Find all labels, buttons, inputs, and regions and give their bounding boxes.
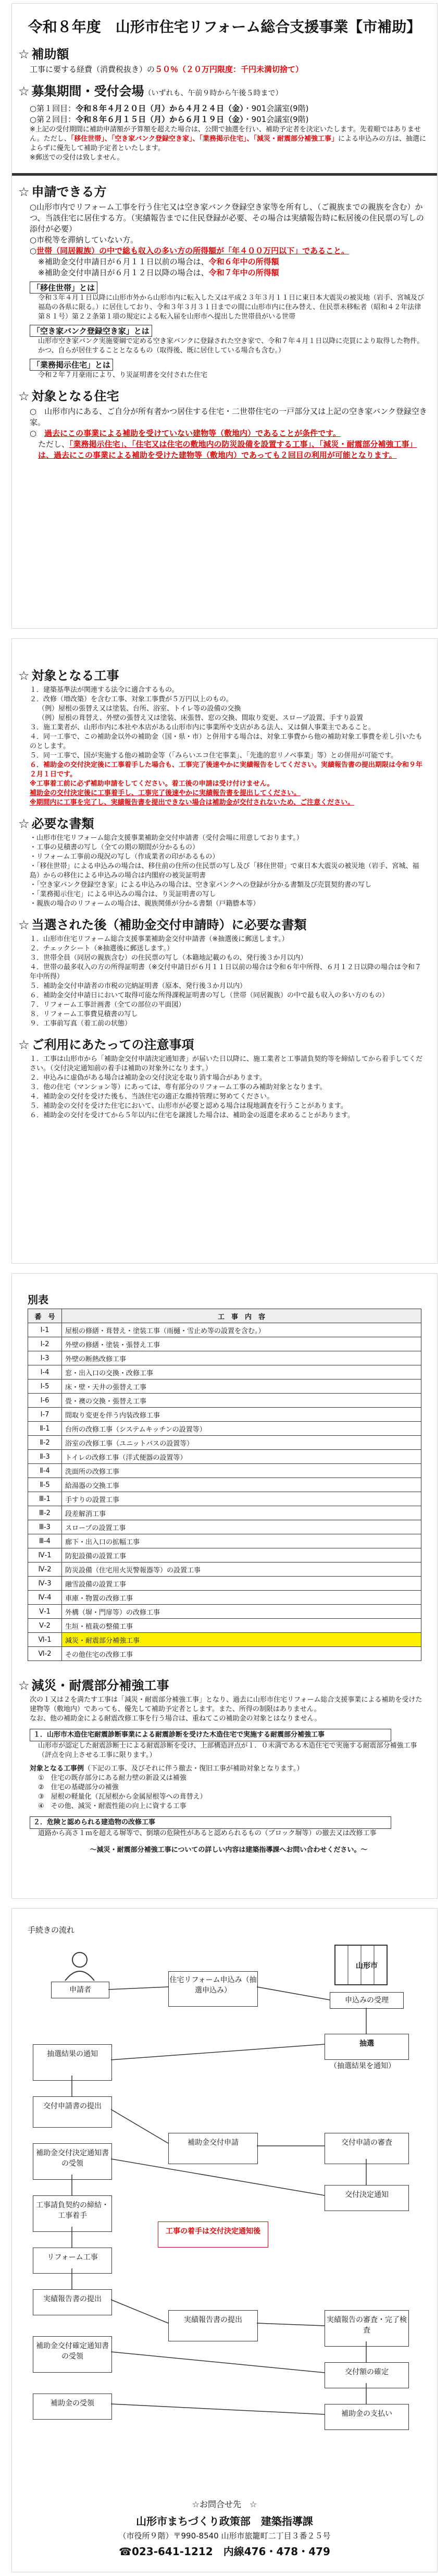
table-row (28, 1647, 421, 1661)
row-number: Ⅰ-3 (28, 1351, 62, 1365)
row-number: Ⅲ-1 (28, 1492, 62, 1506)
row-number: Ⅵ-2 (28, 1647, 62, 1661)
after-item: ４．世帯の最多収入の方の所得証明書（※交付申請日が６月１１日以前の場合は令和６年中所得、６月１２日以降の場合は令和７年中所得） (30, 963, 421, 981)
page-3 (11, 1273, 438, 1899)
row-number: Ⅵ-1 (28, 1633, 62, 1647)
target-work-item: ２．改修（増改築）を含む工事、対象工事費が５万円以上のもの。 (30, 695, 233, 703)
notes-item: ３．他の住宅（マンション等）にあっては、専有部分のリフォーム工事のみ補助対象となります。 (30, 1083, 327, 1091)
row-number: Ⅰ-5 (28, 1379, 62, 1394)
table-row (28, 1591, 421, 1605)
contact-head: ☆お問合せ先 ☆ (192, 2499, 257, 2509)
table-row (28, 1379, 421, 1394)
flow-left-step: 抽選結果の通知 (33, 2044, 112, 2081)
row-content: スロープの設置工事 (62, 1520, 421, 1534)
round1: ○第１回目：令和８年４月２０日（月）から４月２４日（金）・901会議室(9階) (30, 104, 309, 113)
after-item: ３．世帯全員（同居の親族含む）の住民票の写し（本籍地記載のもの、発行後３か月以内） (30, 954, 307, 962)
row-number: Ⅱ-4 (28, 1464, 62, 1478)
apply-heading: ☆ 申請できる方 (18, 185, 107, 199)
table-row (28, 1450, 421, 1464)
flow-title: 手続きの流れ (28, 1925, 75, 1935)
row-number: Ⅰ-2 (28, 1337, 62, 1351)
target-work-item: ３．施工業者が、山形市内に本社や本店がある山形市内に事業所や支店がある法人、又は個人事業主であること。 (30, 724, 376, 731)
after-heading: ☆ 当選された後（補助金交付申請時）に必要な書類 (18, 918, 307, 932)
target-work-item: １．建築基準法が関連する法令に適合するもの。 (30, 686, 179, 694)
apply-line4: ※補助金交付申請日が６月１１日以前の場合は、令和６年中の所得額 (38, 257, 279, 266)
target-work-item: （例）屋根の張替え又は塗装、台所、浴室、トイレ等の設備の交換 (38, 705, 241, 713)
sub-heading-disaster: 「業務掲示住宅」とは (30, 359, 113, 371)
notes-heading: ☆ ご利用にあたっての注意事項 (18, 1037, 194, 1052)
table-row (28, 1323, 421, 1337)
sub-text-migrant: 令和３年４月１日以降に山形市外から山形市内に転入した又は平成２３年３月１１日に東日本大震災の被災地（岩手、宮城及び福島の各県に限る。）に居住しており、令和３年３月３１日までの間に山形市内に住み替え、住民票未移転者（昭和４２年法律第８１号）第２２条第１項の規定による転入届を山形市へ提出した世帯員がいる世帯 (38, 294, 425, 321)
flow-right-step: 交付額の確定 (325, 2362, 409, 2388)
target-work-item: ５．同一工事で、国が実施する他の補助金等（「みらいエコ住宅事業」、「先進的窓リノベ事業」等）との併用が可能です。 (30, 752, 398, 760)
table-row (28, 1464, 421, 1478)
table-row (28, 1577, 421, 1591)
docs-item: ・「空き家バンク登録空き家」による申込みの場合は、空き家バンクへの登録が分かる書類及び売買契約書の写し (30, 881, 371, 889)
subsidy-heading: ☆ 補助額 (18, 47, 69, 62)
period-note-mail: ※郵送での受付は致しません。 (30, 154, 124, 162)
contact-block (64, 2498, 385, 2558)
star-icon: ☆ (18, 918, 30, 932)
docs-heading: ☆ 必要な書類 (18, 816, 94, 831)
applicant-box: 申請者 (51, 1982, 109, 1998)
star-icon: ☆ (18, 1678, 30, 1693)
contact-tel: ☎023-641-1212 内線476・478・479 (119, 2545, 330, 2558)
star-icon: ☆ (18, 84, 30, 99)
table-row (28, 1351, 421, 1365)
row-content: 間取り変更を伴う内装改修工事 (62, 1408, 421, 1422)
bousai-example: ② 住宅の基礎部分の補強 (38, 1784, 119, 1791)
contact-addr: （市役所９階）〒990-8540 山形市旅籠町二丁目３番２５号 (118, 2531, 331, 2541)
row-content: 減災・耐震部分補強工事 (62, 1633, 421, 1647)
target-house-line3: ただし、「業務掲示住宅」、「住宅又は住宅の敷地内の防災設備を設置する工事」、「減災・耐震部分補強工事」は、過去にこの事業による補助を受けた建物等（敷地内）であっても２回目の利用が可能となります。 (38, 439, 417, 460)
row-content: 屋根の修繕・葺替え・塗装工事（雨樋・雪止め等の設置を含む。） (62, 1323, 421, 1337)
after-item: ８．リフォーム工事費見積書の写し (30, 1010, 138, 1018)
target-work-item: ４．同一工事で、この補助金以外の補助金（国・県・市）と併用する場合は、対象工事費から他の補助対象工事費を差し引いたものとします。 (30, 733, 422, 750)
target-work-red1: 補助金の交付決定後に工事着手し、工事完了後速やかに実績報告書を提出してください。 (30, 789, 301, 797)
flow-arrows (12, 1909, 437, 2482)
apply-line2: ○市税等を滞納していない方。 (30, 235, 139, 245)
warning-box: 工事の着手は交付決定通知後 (158, 2221, 268, 2248)
notes-item: ５．補助金の交付を受けた住宅において、山形市が必要と認める場合は現地調査を行うことがあります。 (30, 1102, 347, 1110)
docs-item: ・リフォーム工事前の現況の写し（作成業者の印があるもの） (30, 853, 219, 861)
row-content: 給湯器の交換工事 (62, 1478, 421, 1492)
row-number: Ⅳ-2 (28, 1562, 62, 1577)
target-work-item: ※工事着工前に必ず補助申請をしてください。着工後の申請は受け付けません。 (30, 780, 274, 788)
docs-item: ・親族の場合のリフォームの場合は、親族関係が分かる書類（戸籍謄本等） (30, 900, 260, 908)
bousai-intro: 次の１又は２を満たす工事は「減災・耐震部分補強工事」となり、過去に山形市住宅リフォーム総合支援事業による補助を受けた建物等（敷地内）であっても、優先して補助予定者とします。また、所得の制限はありません。 (30, 1696, 422, 1713)
row-number: Ⅰ-4 (28, 1365, 62, 1379)
page-2 (11, 638, 438, 1264)
docs-item: ・「移住世帯」による申込みの場合は、移住前の住所の住民票の写し及び「移住世帯」で東日本大震災の被災地（岩手、宮城、福島）からの移住による申込みの場合は内閣府の被災証明書 (30, 862, 419, 880)
lottery-box: 抽選 (325, 2034, 409, 2060)
star-icon: ☆ (18, 668, 30, 683)
work-table (28, 1309, 421, 1661)
star-icon: ☆ (18, 816, 30, 831)
after-item: １．山形市住宅リフォーム総合支援事業補助金交付申請書（※抽選後に郵送します。） (30, 935, 289, 943)
flow-right-step: 交付決定通知 (325, 2185, 409, 2211)
row-number: Ⅰ-1 (28, 1323, 62, 1337)
table-row (28, 1422, 421, 1436)
flow-left-step: 工事請負契約の締結・工事着手 (33, 2195, 112, 2232)
divider (12, 173, 437, 176)
notes-item: ４．補助金の交付を受けた後も、当該住宅の適正な維持管理に努めてください。 (30, 1093, 274, 1101)
period-heading: ☆ 募集期間・受付会場（いずれも、午前９時から午後５時まで） (18, 84, 283, 99)
table-row (28, 1534, 421, 1548)
target-house-line1: ○ 山形市内にある、ご自分が所有者かつ居住する住宅・二世帯住宅の一戸部分又は上記の空き家バンク登録空き家。 (30, 407, 427, 427)
table-row (28, 1436, 421, 1450)
row-number: Ⅱ-1 (28, 1422, 62, 1436)
bousai-sub-head: 対象となる工事例（下記の工事、及びそれに伴う撤去・復旧工事が補助対象となります。） (30, 1765, 304, 1773)
table-row (28, 1605, 421, 1619)
row-content: 車庫・物置の改修工事 (62, 1591, 421, 1605)
bousai-heading: ☆ 減災・耐震部分補強工事 (18, 1678, 169, 1693)
row-content: 手すりの設置工事 (62, 1492, 421, 1506)
flow-right-step: 補助金の支払い (325, 2404, 409, 2430)
row-number: Ⅴ-1 (28, 1605, 62, 1619)
target-house-line2: ○ 過去にこの事業による補助を受けていない建物等（敷地内）であることが条件です。 (30, 429, 341, 438)
bousai-note: なお、他の補助金による耐震改修工事を行う場合は、重ねてこの補助金の対象とはなりません。 (30, 1715, 321, 1723)
docs-item: ・工事の見積書の写し（全ての期の期間が分かるもの） (30, 844, 200, 851)
table-row (28, 1394, 421, 1408)
after-item: ７．リフォーム工事計画書（全ての部位の平面図） (30, 1001, 185, 1009)
bousai-example: ③ 屋根の軽量化（瓦屋根から金属屋根等への葺替え） (38, 1793, 207, 1801)
receipt-box: 申込みの受理 (330, 1992, 404, 2009)
table-row (28, 1619, 421, 1633)
after-item: ５．補助金交付申請者の市税の完納証明書（原本、発行後３か月以内） (30, 982, 247, 990)
star-icon: ☆ (18, 1037, 30, 1052)
after-item: ９．工事前写真（着工前の状態） (30, 1020, 132, 1028)
row-content: 外壁の修繕・塗装・張替え工事 (62, 1337, 421, 1351)
flow-center-step: 実績報告書の提出 (168, 2310, 258, 2341)
row-content: 防災設備（住宅用火災警報器等）の設置工事 (62, 1562, 421, 1577)
target-work-heading: ☆ 対象となる工事 (18, 668, 119, 683)
flow-left-step: 補助金交付確定通知書の受領 (33, 2336, 112, 2373)
docs-item: ・「業務掲示住宅」による申込みの場合は、り災証明書の写し (30, 890, 216, 898)
page-4 (11, 1908, 438, 2572)
sub-text-akiya: 山形市空き家バンク実施要綱で定める空き家バンクに登録された空き家で、令和７年４月１日以降に売買により取得した物件。かつ、自らが居住することとなるもの（取得後、既に居住している場合も含む。） (38, 337, 424, 355)
row-content: 洗面所の改修工事 (62, 1464, 421, 1478)
table-row (28, 1506, 421, 1520)
row-number: Ⅰ-7 (28, 1408, 62, 1422)
table-header-row (28, 1309, 421, 1323)
row-content: その他住宅の改修工事 (62, 1647, 421, 1661)
row-number: Ⅳ-1 (28, 1548, 62, 1562)
flow-left-step: 交付申請書の提出 (33, 2096, 112, 2128)
table-row (28, 1365, 421, 1379)
subsidy-text: 工事に要する経費（消費税抜き）の５０％（２０万円限度：千円未満切捨て） (30, 65, 304, 74)
row-content: 外壁の断熱改修工事 (62, 1351, 421, 1365)
table-row (28, 1478, 421, 1492)
period-note: ※上記の受付期間に補助申請額が予算額を超えた場合は、公開で抽選を行い、補助予定者を決定いたします。先着順ではありません。ただし、「移住世帯」、「空き家バンク登録空き家」、「業務掲示住宅」、「減災・耐震部分補強工事」による申込みの方は、抽選によらずに優先して補助予定者といたします。 (30, 126, 427, 152)
notes-item: ６．補助金の交付を受けてから５年以内に住宅を譲渡した場合は、補助金の返還を求めることがあります。 (30, 1112, 354, 1119)
city-label: 山形市 (356, 1962, 378, 1970)
table-row (28, 1633, 421, 1647)
flow-center-step: 住宅リフォーム申込み（抽選申込み） (168, 1971, 258, 2007)
apply-line3: ○世帯（同居親族）の中で総も収入の多い方の所得額が「年４００万円以下」であること。 (30, 246, 350, 255)
row-content: 生垣・植栽の整備工事 (62, 1619, 421, 1633)
bousai-box1-text: 山形市が認定した耐震診断士による耐震診断を受け、上部構造評点が１．０未満である木造住宅で実施する耐震部分補強工事（評点を向上させる工事に限ります。） (38, 1742, 417, 1759)
table-row (28, 1548, 421, 1562)
flow-left-step: リフォーム工事 (33, 2248, 112, 2274)
page-title: 令和８年度 山形市住宅リフォーム総合支援事業【市補助】 (28, 18, 421, 35)
row-number: Ⅲ-2 (28, 1506, 62, 1520)
flow-right-step: 実績報告の審査・完了検査 (325, 2310, 409, 2347)
target-house-heading: ☆ 対象となる住宅 (18, 389, 119, 404)
star-icon: ☆ (18, 47, 30, 62)
sub-heading-migrant: 「移住世帯」とは (30, 282, 97, 294)
table-row (28, 1337, 421, 1351)
apply-line1: ○山形市内でリフォーム工事を行う住宅又は空き家バンク登録空き家等を所有し、（ご親族までの親族を含む）かつ、当該住宅に居住する方。（実績報告までに住民登録が必要、その場合は実績報告時に転居後の住民票の写しの添付が必要） (30, 202, 424, 234)
row-content: 床・壁・天井の張替え工事 (62, 1379, 421, 1394)
bousai-example: ① 住宅の既存部分にある耐力壁の新設又は補強 (38, 1774, 186, 1782)
row-number: Ⅲ-3 (28, 1520, 62, 1534)
row-content: トイレの改修工事（洋式便器の設置等） (62, 1450, 421, 1464)
contact-dept: 山形市まちづくり政策部 建築指導課 (136, 2515, 313, 2528)
row-content: 防犯設備の設置工事 (62, 1548, 421, 1562)
star-icon: ☆ (18, 185, 30, 199)
row-content: 廊下・出入口の拡幅工事 (62, 1534, 421, 1548)
table-title: 別表 (28, 1293, 48, 1306)
after-item: ２．チェックシート（※抽選後に郵送します。） (30, 945, 173, 953)
bousai-box1: １．山形市木造住宅耐震診断事業による耐震診断を受けた木造住宅で実施する耐震部分補強工事 (30, 1729, 391, 1741)
bousai-footer: ～減災・耐震部分補強工事についての詳しい内容は建築指導課へお問い合わせください。～ (90, 1846, 368, 1854)
row-content: 融雪設備の設置工事 (62, 1577, 421, 1591)
flow-center-step: 補助金交付申請 (168, 2133, 258, 2164)
bousai-box2-text: 道路から高さ１ｍを超える塀等で、倒壊の危険性があると認められるもの（ブロック塀等）の撤去又は改修工事 (38, 1829, 377, 1837)
apply-line5: ※補助金交付申請日が６月１２日以降の場合は、令和７年中の所得額 (38, 268, 279, 277)
sub-text-disaster: 令和２年７月豪雨により、り災証明書を交付された住宅 (38, 371, 208, 379)
row-number: Ⅴ-2 (28, 1619, 62, 1633)
row-number: Ⅱ-5 (28, 1478, 62, 1492)
flow-left-step: 補助金交付決定通知書の受領 (33, 2143, 112, 2180)
row-content: 外構（塀・門扉等）の改修工事 (62, 1605, 421, 1619)
table-row (28, 1408, 421, 1422)
round2: ○第２回目：令和８年６月１５日（月）から６月１９日（金）・901会議室(9階) (30, 115, 309, 124)
row-number: Ⅳ-4 (28, 1591, 62, 1605)
bousai-box2: ２．危険と認められる建造物の改修工事 (30, 1816, 391, 1829)
table-row (28, 1562, 421, 1577)
lottery-note: （抽選結果を通知） (330, 2062, 395, 2070)
row-number: Ⅰ-6 (28, 1394, 62, 1408)
target-work-item: ６．補助金の交付決定後に工事着手した場合も、工事完了後速やかに実績報告をしてください。実績報告書の提出期限は令和９年２月１日です。 (30, 761, 423, 778)
row-content: 浴室の改修工事（ユニットバスの設置等） (62, 1436, 421, 1450)
notes-item: １．工事は山形市から「補助金交付申請決定通知書」が届いた日以降に、施工業者と工事請負契約等を締結してから着手してください。（交付決定通知前の着手は補助の対象外になります。） (30, 1055, 423, 1072)
table-row (28, 1492, 421, 1506)
row-number: Ⅱ-2 (28, 1436, 62, 1450)
row-content: 台所の改修工事（システムキッチンの設置等） (62, 1422, 421, 1436)
flow-right-step: 交付申請の審査 (325, 2133, 409, 2164)
notes-item: ２．申込みに虚偽がある場合は補助金の交付決定を取り消す場合があります。 (30, 1074, 266, 1082)
row-content: 段差解消工事 (62, 1506, 421, 1520)
flow-left-step: 実績報告書の提出 (33, 2289, 112, 2315)
page-1 (11, 3, 438, 629)
sub-heading-akiya: 「空き家バンク登録空き家」とは (30, 325, 152, 337)
target-work-red2: ※期間内に工事を完了し、実績報告書を提出できない場合は補助金が交付されないため、ご注意ください。 (30, 799, 355, 807)
row-content: 畳・襖の交換・張替え工事 (62, 1394, 421, 1408)
col-content: 工 事 内 容 (62, 1309, 421, 1323)
row-number: Ⅳ-3 (28, 1577, 62, 1591)
bousai-example: ④ その他、減災・耐震性能の向上に資する工事 (38, 1802, 186, 1810)
row-content: 窓・出入口の交換・改修工事 (62, 1365, 421, 1379)
col-no: 番 号 (28, 1309, 62, 1323)
flow-left-step: 補助金の受領 (33, 2394, 112, 2420)
after-item: ６．補助金交付申請日において取得可能な所得課税証明書の写し（世帯（同居親族）の中で最も収入の多い方のもの） (30, 992, 389, 999)
target-work-item: （例）屋根の葺替え、外壁の張替え又は塗装、床張替、窓の交換、間取り変更、スロープ設置、手すり設置 (38, 714, 364, 722)
row-number: Ⅲ-4 (28, 1534, 62, 1548)
star-icon: ☆ (18, 389, 30, 404)
docs-item: ・山形市住宅リフォーム総合支援事業補助金交付申請書（受付会場に用意しております。） (30, 834, 303, 842)
table-row (28, 1520, 421, 1534)
row-number: Ⅱ-3 (28, 1450, 62, 1464)
